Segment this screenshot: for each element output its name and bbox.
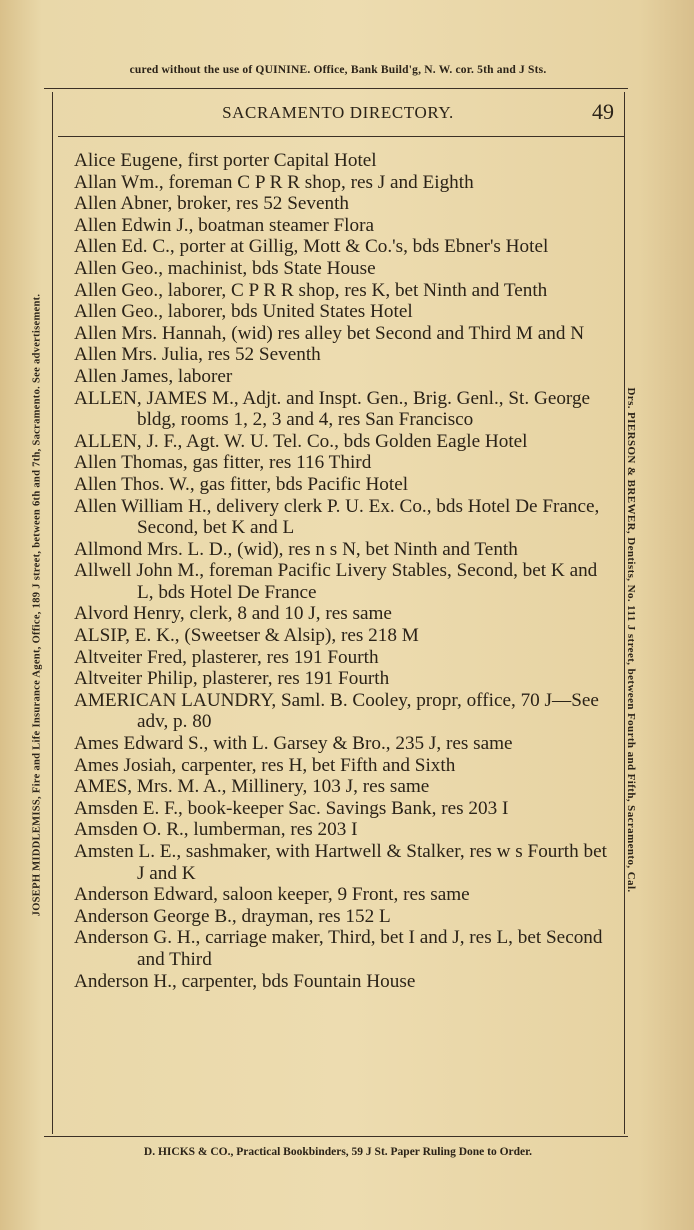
directory-entry: ALLEN, J. F., Agt. W. U. Tel. Co., bds Golden Eagle Hotel (74, 430, 528, 452)
directory-entry: Amsden E. F., book-keeper Sac. Savings Bank, res 203 I (74, 797, 509, 819)
directory-entry: Allen Geo., laborer, C P R R shop, res K, bet Ninth and Tenth (74, 279, 548, 301)
left-margin-advertisement (28, 95, 46, 1115)
directory-entry: Allwell John M., foreman Pacific Livery Stables, Second, bet K and L, bds Hotel De France (74, 560, 598, 603)
directory-entry: Anderson George B., drayman, res 152 L (74, 905, 391, 927)
directory-entry: Allen Geo., machinist, bds State House (74, 257, 376, 279)
page-number: 49 (592, 99, 614, 124)
directory-entry: Anderson H., carpenter, bds Fountain House (74, 970, 416, 992)
directory-entry: Anderson G. H., carriage maker, Third, bet I and J, res L, bet Second and Third (74, 927, 603, 970)
directory-entry: Altveiter Fred, plasterer, res 191 Fourth (74, 646, 379, 668)
top-advertisement: cured without the use of QUININE. Office, Bank Build'g, N. W. cor. 5th and J Sts. (129, 64, 547, 76)
directory-entry: Altveiter Philip, plasterer, res 191 Fourth (74, 668, 390, 690)
directory-entry: Allen Thomas, gas fitter, res 116 Third (74, 452, 372, 474)
directory-entry: AMES, Mrs. M. A., Millinery, 103 J, res same (74, 776, 430, 798)
directory-entry: AMERICAN LAUNDRY, Saml. B. Cooley, propr, office, 70 J—See adv, p. 80 (74, 689, 599, 733)
directory-entry: ALLEN, JAMES M., Adjt. and Inspt. Gen., Brig. Genl., St. George bldg, rooms 1, 2, 3 and 4, res San Francisco (74, 387, 591, 431)
directory-entry: ALSIP, E. K., (Sweetser & Alsip), res 218 M (74, 625, 419, 647)
directory-entry: Ames Josiah, carpenter, res H, bet Fifth and Sixth (74, 754, 456, 776)
bottom-advertisement: D. HICKS & CO., Practical Bookbinders, 59 J St. Paper Ruling Done to Order. (143, 1146, 533, 1158)
right-advertisement-text: Drs. PIERSON & BREWER, Dentists, No. 111 J street, between Fourth and Fifth, Sacramento, Cal. (625, 387, 637, 893)
frame-left-rule (52, 92, 53, 1134)
frame-top-rule (44, 88, 628, 89)
directory-entry: Anderson Edward, saloon keeper, 9 Front, res same (74, 884, 470, 906)
directory-entry: Alvord Henry, clerk, 8 and 10 J, res same (74, 603, 392, 625)
directory-entry: Allen Mrs. Hannah, (wid) res alley bet Second and Third M and N (74, 322, 585, 344)
directory-entry: Allmond Mrs. L. D., (wid), res n s N, bet Ninth and Tenth (74, 538, 518, 560)
directory-entries (74, 150, 614, 992)
directory-entry: Allen Mrs. Julia, res 52 Seventh (74, 344, 321, 366)
header-rule (58, 136, 624, 137)
frame-right-rule (624, 92, 625, 1134)
directory-entry: Allan Wm., foreman C P R R shop, res J and Eighth (74, 171, 474, 193)
directory-entry: Allen Thos. W., gas fitter, bds Pacific Hotel (74, 473, 409, 495)
directory-entry: Alice Eugene, first porter Capital Hotel (74, 150, 377, 171)
directory-entry: Ames Edward S., with L. Garsey & Bro., 235 J, res same (74, 733, 513, 755)
directory-entry: Allen Edwin J., boatman steamer Flora (74, 214, 375, 236)
directory-entry: Allen Geo., laborer, bds United States Hotel (74, 301, 413, 323)
directory-entry: Allen William H., delivery clerk P. U. Ex. Co., bds Hotel De France, Second, bet K and L (74, 495, 600, 539)
directory-entry: Amsden O. R., lumberman, res 203 I (74, 819, 358, 841)
directory-entry: Amsten L. E., sashmaker, with Hartwell & Stalker, res w s Fourth bet J and K (74, 841, 607, 884)
directory-entry: Allen Abner, broker, res 52 Seventh (74, 193, 350, 215)
frame-bottom-rule (44, 1136, 628, 1137)
left-advertisement-text: JOSEPH MIDDLEMISS, Fire and Life Insurance Agent, Office, 189 J street, between 6th and 7th, Sacramento. See advertisement. (31, 293, 43, 917)
page-header (58, 99, 618, 131)
directory-entry: Allen Ed. C., porter at Gillig, Mott & Co.'s, bds Ebner's Hotel (74, 236, 549, 258)
page-title: SACRAMENTO DIRECTORY. (222, 103, 454, 122)
directory-entry: Allen James, laborer (74, 365, 233, 387)
